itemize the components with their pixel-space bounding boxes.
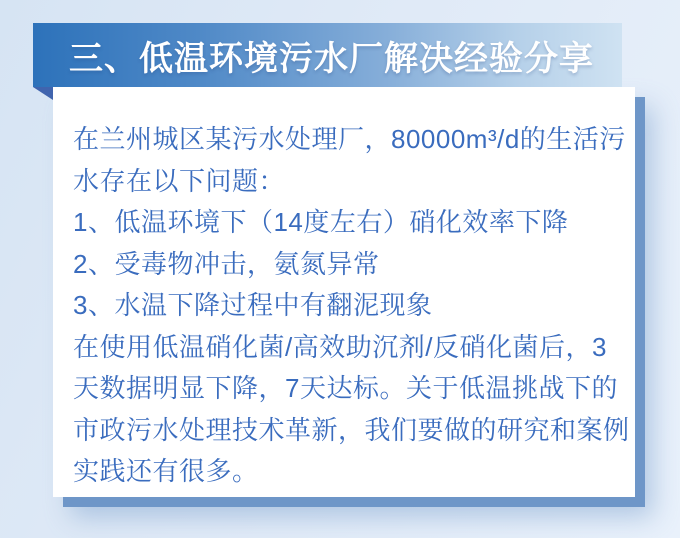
text-line-3: 1、低温环境下（14度左右）硝化效率下降 bbox=[73, 207, 569, 237]
text-line-9: 实践还有很多。 bbox=[73, 456, 259, 486]
text-line-1: 在兰州城区某污水处理厂，80000m³/d的生活污 bbox=[73, 124, 626, 154]
card-text-block bbox=[53, 87, 635, 493]
text-line-5: 3、水温下降过程中有翻泥现象 bbox=[73, 290, 433, 320]
text-line-6: 在使用低温硝化菌/高效助沉剂/反硝化菌后，3 bbox=[73, 331, 607, 362]
content-card bbox=[53, 87, 635, 497]
section-banner bbox=[33, 23, 622, 87]
banner-fold-corner bbox=[33, 87, 53, 100]
text-line-7: 天数据明显下降，7天达标。关于低温挑战下的 bbox=[73, 373, 618, 403]
text-line-8: 市政污水处理技术革新，我们要做的研究和案例 bbox=[73, 414, 630, 445]
text-line-4: 2、受毒物冲击，氨氮异常 bbox=[73, 248, 380, 279]
section-title: 三、低温环境污水厂解决经验分享 bbox=[69, 39, 594, 78]
text-line-2: 水存在以下问题： bbox=[73, 165, 286, 196]
